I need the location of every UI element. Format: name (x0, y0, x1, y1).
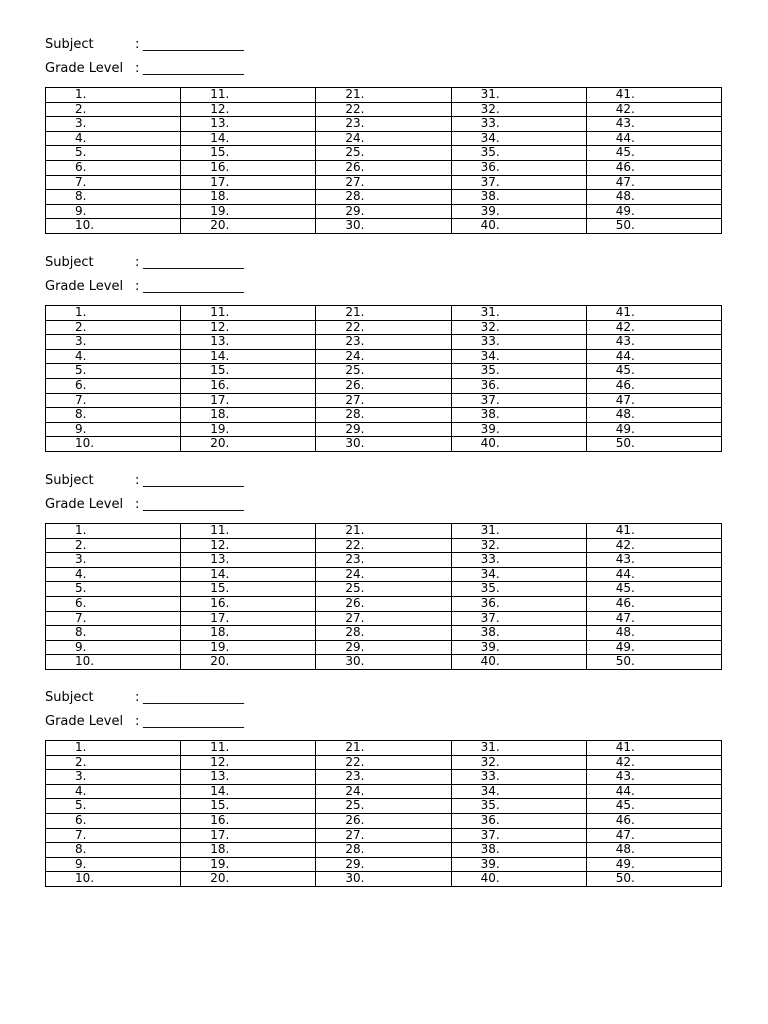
answer-sheet-block (45, 689, 722, 886)
answer-cell[interactable]: 49. (586, 640, 721, 655)
answer-cell[interactable]: 30. (316, 437, 451, 452)
answer-cell[interactable]: 19. (181, 640, 316, 655)
answer-cell[interactable]: 33. (451, 335, 586, 350)
answer-cell[interactable]: 41. (586, 306, 721, 321)
answer-cell[interactable]: 44. (586, 349, 721, 364)
answer-cell[interactable]: 43. (586, 117, 721, 132)
answer-cell[interactable]: 38. (451, 190, 586, 205)
answer-cell[interactable]: 4. (46, 784, 181, 799)
answer-cell[interactable]: 45. (586, 364, 721, 379)
answer-cell[interactable]: 20. (181, 219, 316, 234)
table-row (46, 784, 722, 799)
answer-cell[interactable]: 31. (451, 88, 586, 103)
answer-cell[interactable]: 23. (316, 335, 451, 350)
table-row (46, 117, 722, 132)
answer-cell[interactable]: 16. (181, 378, 316, 393)
answer-cell[interactable]: 42. (586, 320, 721, 335)
answer-cell[interactable]: 35. (451, 799, 586, 814)
answer-cell[interactable]: 14. (181, 567, 316, 582)
table-row (46, 306, 722, 321)
answer-cell[interactable]: 26. (316, 813, 451, 828)
answer-cell[interactable]: 31. (451, 524, 586, 539)
answer-cell[interactable]: 28. (316, 843, 451, 858)
grade-level-colon: : (135, 497, 140, 512)
subject-colon: : (135, 37, 140, 52)
table-row (46, 524, 722, 539)
answer-cell[interactable]: 4. (46, 349, 181, 364)
grade-level-blank-line[interactable]: ________________ (143, 714, 244, 729)
answer-cell[interactable]: 9. (46, 857, 181, 872)
answer-cell[interactable]: 34. (451, 349, 586, 364)
table-row (46, 567, 722, 582)
subject-colon: : (135, 255, 140, 270)
answer-cell[interactable]: 8. (46, 190, 181, 205)
table-row (46, 437, 722, 452)
answer-cell[interactable]: 14. (181, 784, 316, 799)
answer-cell[interactable]: 3. (46, 335, 181, 350)
answer-cell[interactable]: 20. (181, 437, 316, 452)
answer-cell[interactable]: 3. (46, 117, 181, 132)
answer-cell[interactable]: 47. (586, 611, 721, 626)
answer-cell[interactable]: 48. (586, 843, 721, 858)
answer-cell[interactable]: 25. (316, 582, 451, 597)
subject-label: Subject (45, 473, 94, 488)
answer-cell[interactable]: 46. (586, 813, 721, 828)
answer-cell[interactable]: 22. (316, 320, 451, 335)
answer-cell[interactable]: 32. (451, 102, 586, 117)
table-row (46, 828, 722, 843)
answer-cell[interactable]: 17. (181, 828, 316, 843)
subject-label: Subject (45, 255, 94, 270)
answer-cell[interactable]: 38. (451, 843, 586, 858)
answer-cell[interactable]: 29. (316, 640, 451, 655)
table-row (46, 393, 722, 408)
answer-cell[interactable]: 25. (316, 364, 451, 379)
table-row (46, 843, 722, 858)
subject-blank-line[interactable]: ________________ (143, 255, 244, 270)
answer-cell[interactable]: 10. (46, 655, 181, 670)
answer-cell[interactable]: 7. (46, 175, 181, 190)
answer-cell[interactable]: 39. (451, 640, 586, 655)
answer-cell[interactable]: 44. (586, 567, 721, 582)
answer-cell[interactable]: 39. (451, 857, 586, 872)
table-row (46, 335, 722, 350)
answer-cell[interactable]: 21. (316, 306, 451, 321)
answer-cell[interactable]: 38. (451, 408, 586, 423)
answer-cell[interactable]: 23. (316, 553, 451, 568)
answer-cell[interactable]: 27. (316, 828, 451, 843)
answer-cell[interactable]: 42. (586, 538, 721, 553)
answer-cell[interactable]: 1. (46, 741, 181, 756)
grade-level-field (45, 713, 722, 731)
answer-cell[interactable]: 3. (46, 553, 181, 568)
grade-level-colon: : (135, 279, 140, 294)
answer-cell[interactable]: 18. (181, 190, 316, 205)
answer-cell[interactable]: 50. (586, 655, 721, 670)
grade-level-colon: : (135, 61, 140, 76)
subject-label: Subject (45, 37, 94, 52)
table-row (46, 102, 722, 117)
answer-cell[interactable]: 2. (46, 538, 181, 553)
answer-cell[interactable]: 22. (316, 102, 451, 117)
answer-cell[interactable]: 32. (451, 755, 586, 770)
answer-cell[interactable]: 2. (46, 755, 181, 770)
answer-cell[interactable]: 16. (181, 813, 316, 828)
answer-cell[interactable]: 13. (181, 770, 316, 785)
answer-cell[interactable]: 43. (586, 770, 721, 785)
table-row (46, 872, 722, 887)
table-row (46, 219, 722, 234)
grade-level-colon: : (135, 714, 140, 729)
answer-cell[interactable]: 37. (451, 175, 586, 190)
subject-field (45, 472, 722, 490)
table-row (46, 799, 722, 814)
answer-cell[interactable]: 20. (181, 872, 316, 887)
answer-cell[interactable]: 21. (316, 524, 451, 539)
answer-cell[interactable]: 16. (181, 160, 316, 175)
answer-cell[interactable]: 40. (451, 219, 586, 234)
answer-cell[interactable]: 15. (181, 146, 316, 161)
answer-cell[interactable]: 5. (46, 799, 181, 814)
answer-cell[interactable]: 10. (46, 872, 181, 887)
grade-level-blank-line[interactable]: ________________ (143, 279, 244, 294)
answer-cell[interactable]: 39. (451, 204, 586, 219)
answer-cell[interactable]: 25. (316, 146, 451, 161)
table-row (46, 770, 722, 785)
answer-cell[interactable]: 24. (316, 349, 451, 364)
answer-cell[interactable]: 2. (46, 102, 181, 117)
answer-cell[interactable]: 45. (586, 799, 721, 814)
answer-cell[interactable]: 49. (586, 422, 721, 437)
table-row (46, 131, 722, 146)
answer-cell[interactable]: 42. (586, 102, 721, 117)
answer-cell[interactable]: 28. (316, 190, 451, 205)
answer-cell[interactable]: 47. (586, 828, 721, 843)
answer-cell[interactable]: 23. (316, 117, 451, 132)
answer-cell[interactable]: 21. (316, 741, 451, 756)
answer-cell[interactable]: 9. (46, 204, 181, 219)
answer-sheet-block (45, 36, 722, 233)
answer-cell[interactable]: 39. (451, 422, 586, 437)
answer-cell[interactable]: 26. (316, 596, 451, 611)
answer-cell[interactable]: 47. (586, 175, 721, 190)
answer-cell[interactable]: 11. (181, 741, 316, 756)
table-row (46, 857, 722, 872)
answer-cell[interactable]: 12. (181, 538, 316, 553)
table-row (46, 146, 722, 161)
table-row (46, 320, 722, 335)
answer-cell[interactable]: 26. (316, 378, 451, 393)
subject-field (45, 36, 722, 54)
answer-cell[interactable]: 6. (46, 596, 181, 611)
answer-cell[interactable]: 15. (181, 364, 316, 379)
answer-cell[interactable]: 34. (451, 131, 586, 146)
answer-cell[interactable]: 29. (316, 204, 451, 219)
answer-cell[interactable]: 18. (181, 626, 316, 641)
table-row (46, 553, 722, 568)
answer-number-table (45, 305, 722, 452)
table-row (46, 582, 722, 597)
table-row (46, 611, 722, 626)
answer-cell[interactable]: 27. (316, 393, 451, 408)
answer-cell[interactable]: 47. (586, 393, 721, 408)
answer-cell[interactable]: 9. (46, 640, 181, 655)
answer-cell[interactable]: 19. (181, 204, 316, 219)
answer-cell[interactable]: 33. (451, 117, 586, 132)
answer-cell[interactable]: 4. (46, 567, 181, 582)
table-row (46, 364, 722, 379)
answer-cell[interactable]: 31. (451, 741, 586, 756)
answer-cell[interactable]: 41. (586, 741, 721, 756)
answer-number-table (45, 740, 722, 887)
answer-cell[interactable]: 38. (451, 626, 586, 641)
answer-cell[interactable]: 6. (46, 378, 181, 393)
answer-cell[interactable]: 9. (46, 422, 181, 437)
answer-cell[interactable]: 8. (46, 408, 181, 423)
answer-cell[interactable]: 35. (451, 582, 586, 597)
answer-cell[interactable]: 44. (586, 131, 721, 146)
table-row (46, 626, 722, 641)
answer-cell[interactable]: 50. (586, 219, 721, 234)
answer-cell[interactable]: 13. (181, 553, 316, 568)
grade-level-blank-line[interactable]: ________________ (143, 61, 244, 76)
answer-cell[interactable]: 36. (451, 378, 586, 393)
answer-cell[interactable]: 30. (316, 872, 451, 887)
grade-level-field (45, 278, 722, 296)
answer-cell[interactable]: 4. (46, 131, 181, 146)
table-row (46, 160, 722, 175)
answer-cell[interactable]: 7. (46, 393, 181, 408)
answer-cell[interactable]: 11. (181, 306, 316, 321)
answer-cell[interactable]: 19. (181, 857, 316, 872)
answer-cell[interactable]: 49. (586, 857, 721, 872)
answer-cell[interactable]: 48. (586, 626, 721, 641)
answer-cell[interactable]: 7. (46, 611, 181, 626)
answer-cell[interactable]: 43. (586, 553, 721, 568)
answer-cell[interactable]: 45. (586, 582, 721, 597)
answer-cell[interactable]: 35. (451, 364, 586, 379)
answer-cell[interactable]: 22. (316, 755, 451, 770)
table-row (46, 190, 722, 205)
answer-cell[interactable]: 10. (46, 219, 181, 234)
answer-cell[interactable]: 40. (451, 872, 586, 887)
answer-cell[interactable]: 30. (316, 655, 451, 670)
answer-cell[interactable]: 14. (181, 349, 316, 364)
answer-cell[interactable]: 6. (46, 160, 181, 175)
answer-cell[interactable]: 44. (586, 784, 721, 799)
answer-cell[interactable]: 1. (46, 306, 181, 321)
answer-cell[interactable]: 17. (181, 611, 316, 626)
answer-cell[interactable]: 46. (586, 596, 721, 611)
answer-cell[interactable]: 8. (46, 843, 181, 858)
table-row (46, 422, 722, 437)
answer-cell[interactable]: 37. (451, 828, 586, 843)
answer-cell[interactable]: 2. (46, 320, 181, 335)
answer-cell[interactable]: 27. (316, 611, 451, 626)
grade-level-label: Grade Level (45, 61, 124, 76)
answer-cell[interactable]: 18. (181, 843, 316, 858)
answer-cell[interactable]: 36. (451, 160, 586, 175)
answer-cell[interactable]: 12. (181, 755, 316, 770)
answer-sheet-block (45, 472, 722, 669)
subject-field (45, 254, 722, 272)
answer-cell[interactable]: 14. (181, 131, 316, 146)
answer-cell[interactable]: 32. (451, 320, 586, 335)
subject-blank-line[interactable]: ________________ (143, 690, 244, 705)
grade-level-field (45, 60, 722, 78)
answer-cell[interactable]: 12. (181, 320, 316, 335)
table-row (46, 408, 722, 423)
answer-cell[interactable]: 43. (586, 335, 721, 350)
subject-blank-line[interactable]: ________________ (143, 37, 244, 52)
table-row (46, 640, 722, 655)
answer-cell[interactable]: 25. (316, 799, 451, 814)
answer-cell[interactable]: 50. (586, 872, 721, 887)
answer-number-table (45, 523, 722, 670)
answer-cell[interactable]: 28. (316, 408, 451, 423)
table-row (46, 813, 722, 828)
answer-cell[interactable]: 5. (46, 364, 181, 379)
answer-cell[interactable]: 41. (586, 524, 721, 539)
answer-cell[interactable]: 34. (451, 567, 586, 582)
answer-cell[interactable]: 24. (316, 567, 451, 582)
answer-cell[interactable]: 35. (451, 146, 586, 161)
grade-level-blank-line[interactable]: ________________ (143, 497, 244, 512)
answer-cell[interactable]: 34. (451, 784, 586, 799)
answer-cell[interactable]: 24. (316, 131, 451, 146)
answer-cell[interactable]: 37. (451, 393, 586, 408)
answer-cell[interactable]: 48. (586, 408, 721, 423)
grade-level-field (45, 496, 722, 514)
answer-cell[interactable]: 26. (316, 160, 451, 175)
answer-cell[interactable]: 27. (316, 175, 451, 190)
answer-cell[interactable]: 33. (451, 553, 586, 568)
table-row (46, 88, 722, 103)
answer-cell[interactable]: 18. (181, 408, 316, 423)
answer-cell[interactable]: 20. (181, 655, 316, 670)
grade-level-label: Grade Level (45, 279, 124, 294)
answer-cell[interactable]: 29. (316, 857, 451, 872)
answer-cell[interactable]: 40. (451, 437, 586, 452)
answer-cell[interactable]: 16. (181, 596, 316, 611)
answer-cell[interactable]: 8. (46, 626, 181, 641)
answer-number-table (45, 87, 722, 234)
table-row (46, 755, 722, 770)
subject-colon: : (135, 690, 140, 705)
answer-cell[interactable]: 1. (46, 88, 181, 103)
answer-cell[interactable]: 31. (451, 306, 586, 321)
grade-level-label: Grade Level (45, 714, 124, 729)
answer-cell[interactable]: 40. (451, 655, 586, 670)
answer-cell[interactable]: 19. (181, 422, 316, 437)
answer-cell[interactable]: 49. (586, 204, 721, 219)
table-row (46, 349, 722, 364)
answer-cell[interactable]: 21. (316, 88, 451, 103)
answer-cell[interactable]: 29. (316, 422, 451, 437)
answer-sheet-block (45, 254, 722, 451)
table-row (46, 204, 722, 219)
answer-cell[interactable]: 24. (316, 784, 451, 799)
answer-cell[interactable]: 13. (181, 117, 316, 132)
answer-cell[interactable]: 13. (181, 335, 316, 350)
answer-cell[interactable]: 5. (46, 146, 181, 161)
answer-cell[interactable]: 23. (316, 770, 451, 785)
grade-level-label: Grade Level (45, 497, 124, 512)
answer-cell[interactable]: 36. (451, 596, 586, 611)
answer-cell[interactable]: 15. (181, 799, 316, 814)
answer-cell[interactable]: 30. (316, 219, 451, 234)
table-row (46, 175, 722, 190)
answer-cell[interactable]: 32. (451, 538, 586, 553)
answer-cell[interactable]: 10. (46, 437, 181, 452)
subject-field (45, 689, 722, 707)
answer-cell[interactable]: 50. (586, 437, 721, 452)
answer-cell[interactable]: 36. (451, 813, 586, 828)
table-row (46, 596, 722, 611)
table-row (46, 741, 722, 756)
answer-cell[interactable]: 5. (46, 582, 181, 597)
answer-cell[interactable]: 15. (181, 582, 316, 597)
table-row (46, 378, 722, 393)
answer-cell[interactable]: 28. (316, 626, 451, 641)
answer-cell[interactable]: 1. (46, 524, 181, 539)
answer-cell[interactable]: 33. (451, 770, 586, 785)
subject-label: Subject (45, 690, 94, 705)
subject-blank-line[interactable]: ________________ (143, 473, 244, 488)
answer-cell[interactable]: 7. (46, 828, 181, 843)
answer-cell[interactable]: 12. (181, 102, 316, 117)
answer-cell[interactable]: 46. (586, 378, 721, 393)
answer-cell[interactable]: 46. (586, 160, 721, 175)
table-row (46, 538, 722, 553)
table-row (46, 655, 722, 670)
answer-cell[interactable]: 6. (46, 813, 181, 828)
subject-colon: : (135, 473, 140, 488)
answer-cell[interactable]: 17. (181, 393, 316, 408)
answer-cell[interactable]: 45. (586, 146, 721, 161)
answer-cell[interactable]: 17. (181, 175, 316, 190)
answer-cell[interactable]: 41. (586, 88, 721, 103)
answer-cell[interactable]: 11. (181, 88, 316, 103)
answer-cell[interactable]: 11. (181, 524, 316, 539)
answer-cell[interactable]: 42. (586, 755, 721, 770)
answer-cell[interactable]: 37. (451, 611, 586, 626)
answer-cell[interactable]: 22. (316, 538, 451, 553)
answer-cell[interactable]: 3. (46, 770, 181, 785)
answer-cell[interactable]: 48. (586, 190, 721, 205)
